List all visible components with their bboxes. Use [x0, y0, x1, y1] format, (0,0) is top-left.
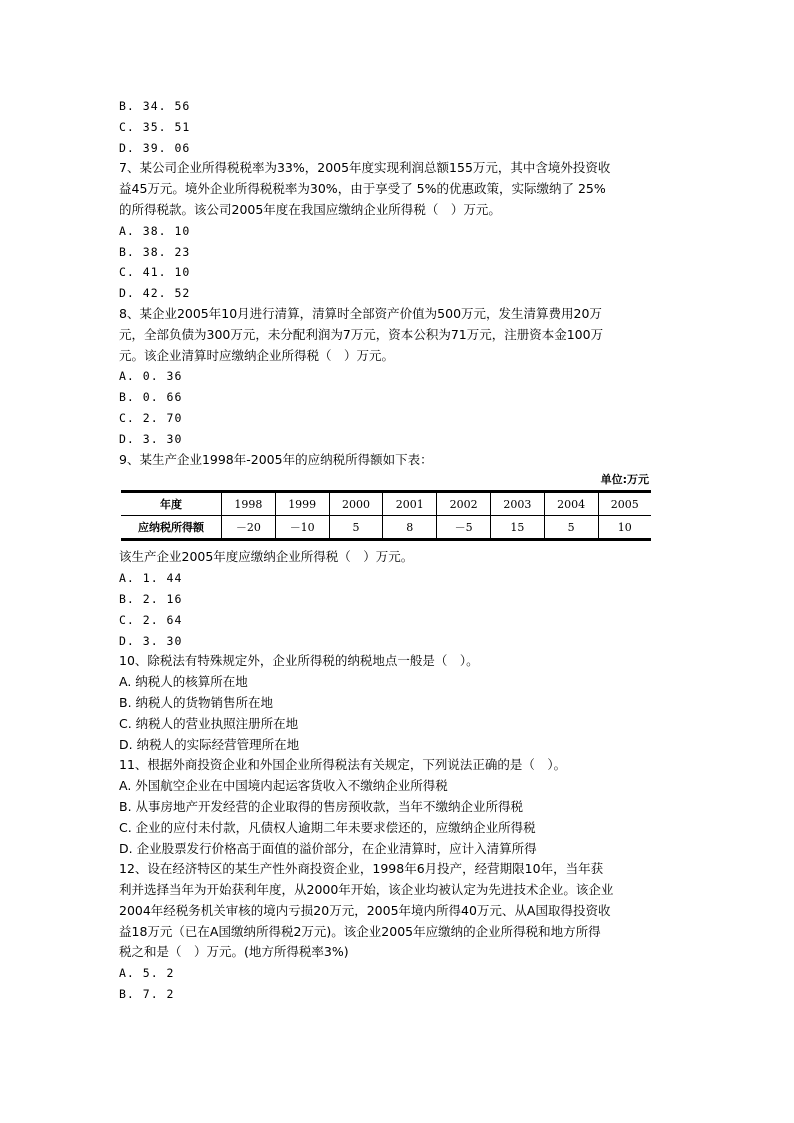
- q9-year-cell: 2003: [490, 492, 544, 516]
- q7-option-a: A. 38. 10: [119, 223, 191, 238]
- q9-year-cell: 2000: [329, 492, 383, 516]
- q12-option-b: B. 7. 2: [119, 987, 175, 1002]
- q9-option-b: B. 2. 16: [119, 591, 183, 606]
- q9-year-cell: 2004: [544, 492, 598, 516]
- q7-stem-line-1: 7、某公司企业所得税税率为33%，2005年度实现利润总额155万元，其中含境外投资收: [119, 160, 611, 176]
- q8-stem-line-1: 8、某企业2005年10月进行清算，清算时全部资产价值为500万元，发生清算费用20万: [119, 305, 602, 321]
- q9-option-d: D. 3. 30: [119, 633, 183, 648]
- q12-stem-line-5: 税之和是（ ）万元。(地方所得税率3%): [119, 944, 349, 960]
- q12-stem-line-4: 益18万元（已在A国缴纳所得税2万元)。该企业2005年应缴纳的企业所得税和地方所得: [119, 923, 601, 939]
- q8-stem-line-3: 元。该企业清算时应缴纳企业所得税（ ）万元。: [119, 347, 395, 363]
- q6-option-d: D. 39. 06: [119, 140, 191, 155]
- q11-stem: 11、根据外商投资企业和外国企业所得税法有关规定，下列说法正确的是（ ）。: [119, 757, 567, 773]
- q11-option-a: A. 外国航空企业在中国境内起运客货收入不缴纳企业所得税: [119, 778, 448, 794]
- q12-stem-line-1: 12、设在经济特区的某生产性外商投资企业，1998年6月投产，经营期限10年，当年获: [119, 861, 604, 877]
- q9-row-label: 应纳税所得额: [138, 521, 204, 535]
- q9-value-cell: －20: [222, 516, 276, 540]
- q12-stem-line-2: 利并选择当年为开始获利年度，从2000年开始，该企业均被认定为先进技术企业。该企业: [119, 882, 614, 898]
- q9-table-value-row: [121, 516, 651, 540]
- q6-option-b: B. 34. 56: [119, 99, 191, 113]
- q9-value-cell: 15: [490, 516, 544, 540]
- q9-table-unit: 单位:万元: [600, 473, 649, 487]
- q9-year-cell: 2001: [383, 492, 437, 516]
- q10-stem: 10、除税法有特殊规定外，企业所得税的纳税地点一般是（ ）。: [119, 653, 479, 669]
- q9-question: 该生产企业2005年度应缴纳企业所得税（ ）万元。: [119, 549, 414, 565]
- q8-option-a: A. 0. 36: [119, 369, 183, 384]
- q9-year-cell: 1999: [275, 492, 329, 516]
- q9-value-cell: 8: [383, 516, 437, 540]
- q9-year-cell: 2002: [437, 492, 491, 516]
- q10-option-d: D. 纳税人的实际经营管理所在地: [119, 736, 300, 752]
- q9-income-table: [121, 490, 651, 541]
- q8-option-b: B. 0. 66: [119, 390, 183, 405]
- q9-value-cell: 5: [544, 516, 598, 540]
- q8-stem-line-2: 元，全部负债为300万元，未分配利润为7万元，资本公积为71万元，注册资本金100万: [119, 326, 604, 342]
- q8-option-d: D. 3. 30: [119, 431, 183, 446]
- q7-option-b: B. 38. 23: [119, 244, 191, 259]
- q7-stem-line-2: 益45万元。境外企业所得税税率为30%，由于享受了 5%的优惠政策，实际缴纳了 25%: [119, 181, 606, 197]
- q6-option-c: C. 35. 51: [119, 119, 191, 134]
- q10-option-b: B. 纳税人的货物销售所在地: [119, 694, 274, 710]
- q12-option-a: A. 5. 2: [119, 966, 175, 981]
- q9-option-a: A. 1. 44: [119, 571, 183, 586]
- q11-option-c: C. 企业的应付未付款，凡债权人逾期二年未要求偿还的，应缴纳企业所得税: [119, 819, 536, 835]
- q9-year-cell: 1998: [222, 492, 276, 516]
- q11-option-d: D. 企业股票发行价格高于面值的溢价部分，在企业清算时，应计入清算所得: [119, 840, 537, 856]
- q12-stem-line-3: 2004年经税务机关审核的境内亏损20万元，2005年境内所得40万元、从A国取得投资收: [119, 902, 611, 918]
- q9-table-header-row: [121, 492, 651, 516]
- q9-value-cell: －5: [437, 516, 491, 540]
- q9-year-cell: 2005: [598, 492, 651, 516]
- q8-option-c: C. 2. 70: [119, 410, 183, 425]
- q10-option-c: C. 纳税人的营业执照注册所在地: [119, 715, 299, 731]
- q9-value-cell: 5: [329, 516, 383, 540]
- q7-option-d: D. 42. 52: [119, 286, 191, 301]
- q9-option-c: C. 2. 64: [119, 612, 183, 627]
- q7-stem-line-3: 的所得税款。该公司2005年度在我国应缴纳企业所得税（ ）万元。: [119, 201, 501, 217]
- document-content: [119, 96, 679, 1005]
- q9-value-cell: －10: [275, 516, 329, 540]
- q7-option-c: C. 41. 10: [119, 265, 191, 280]
- q9-header-label: 年度: [121, 492, 222, 516]
- q9-stem: 9、某生产企业1998年-2005年的应纳税所得额如下表：: [119, 451, 433, 467]
- q10-option-a: A. 纳税人的核算所在地: [119, 674, 248, 690]
- q9-value-cell: 10: [598, 516, 651, 540]
- q11-option-b: B. 从事房地产开发经营的企业取得的售房预收款，当年不缴纳企业所得税: [119, 798, 524, 814]
